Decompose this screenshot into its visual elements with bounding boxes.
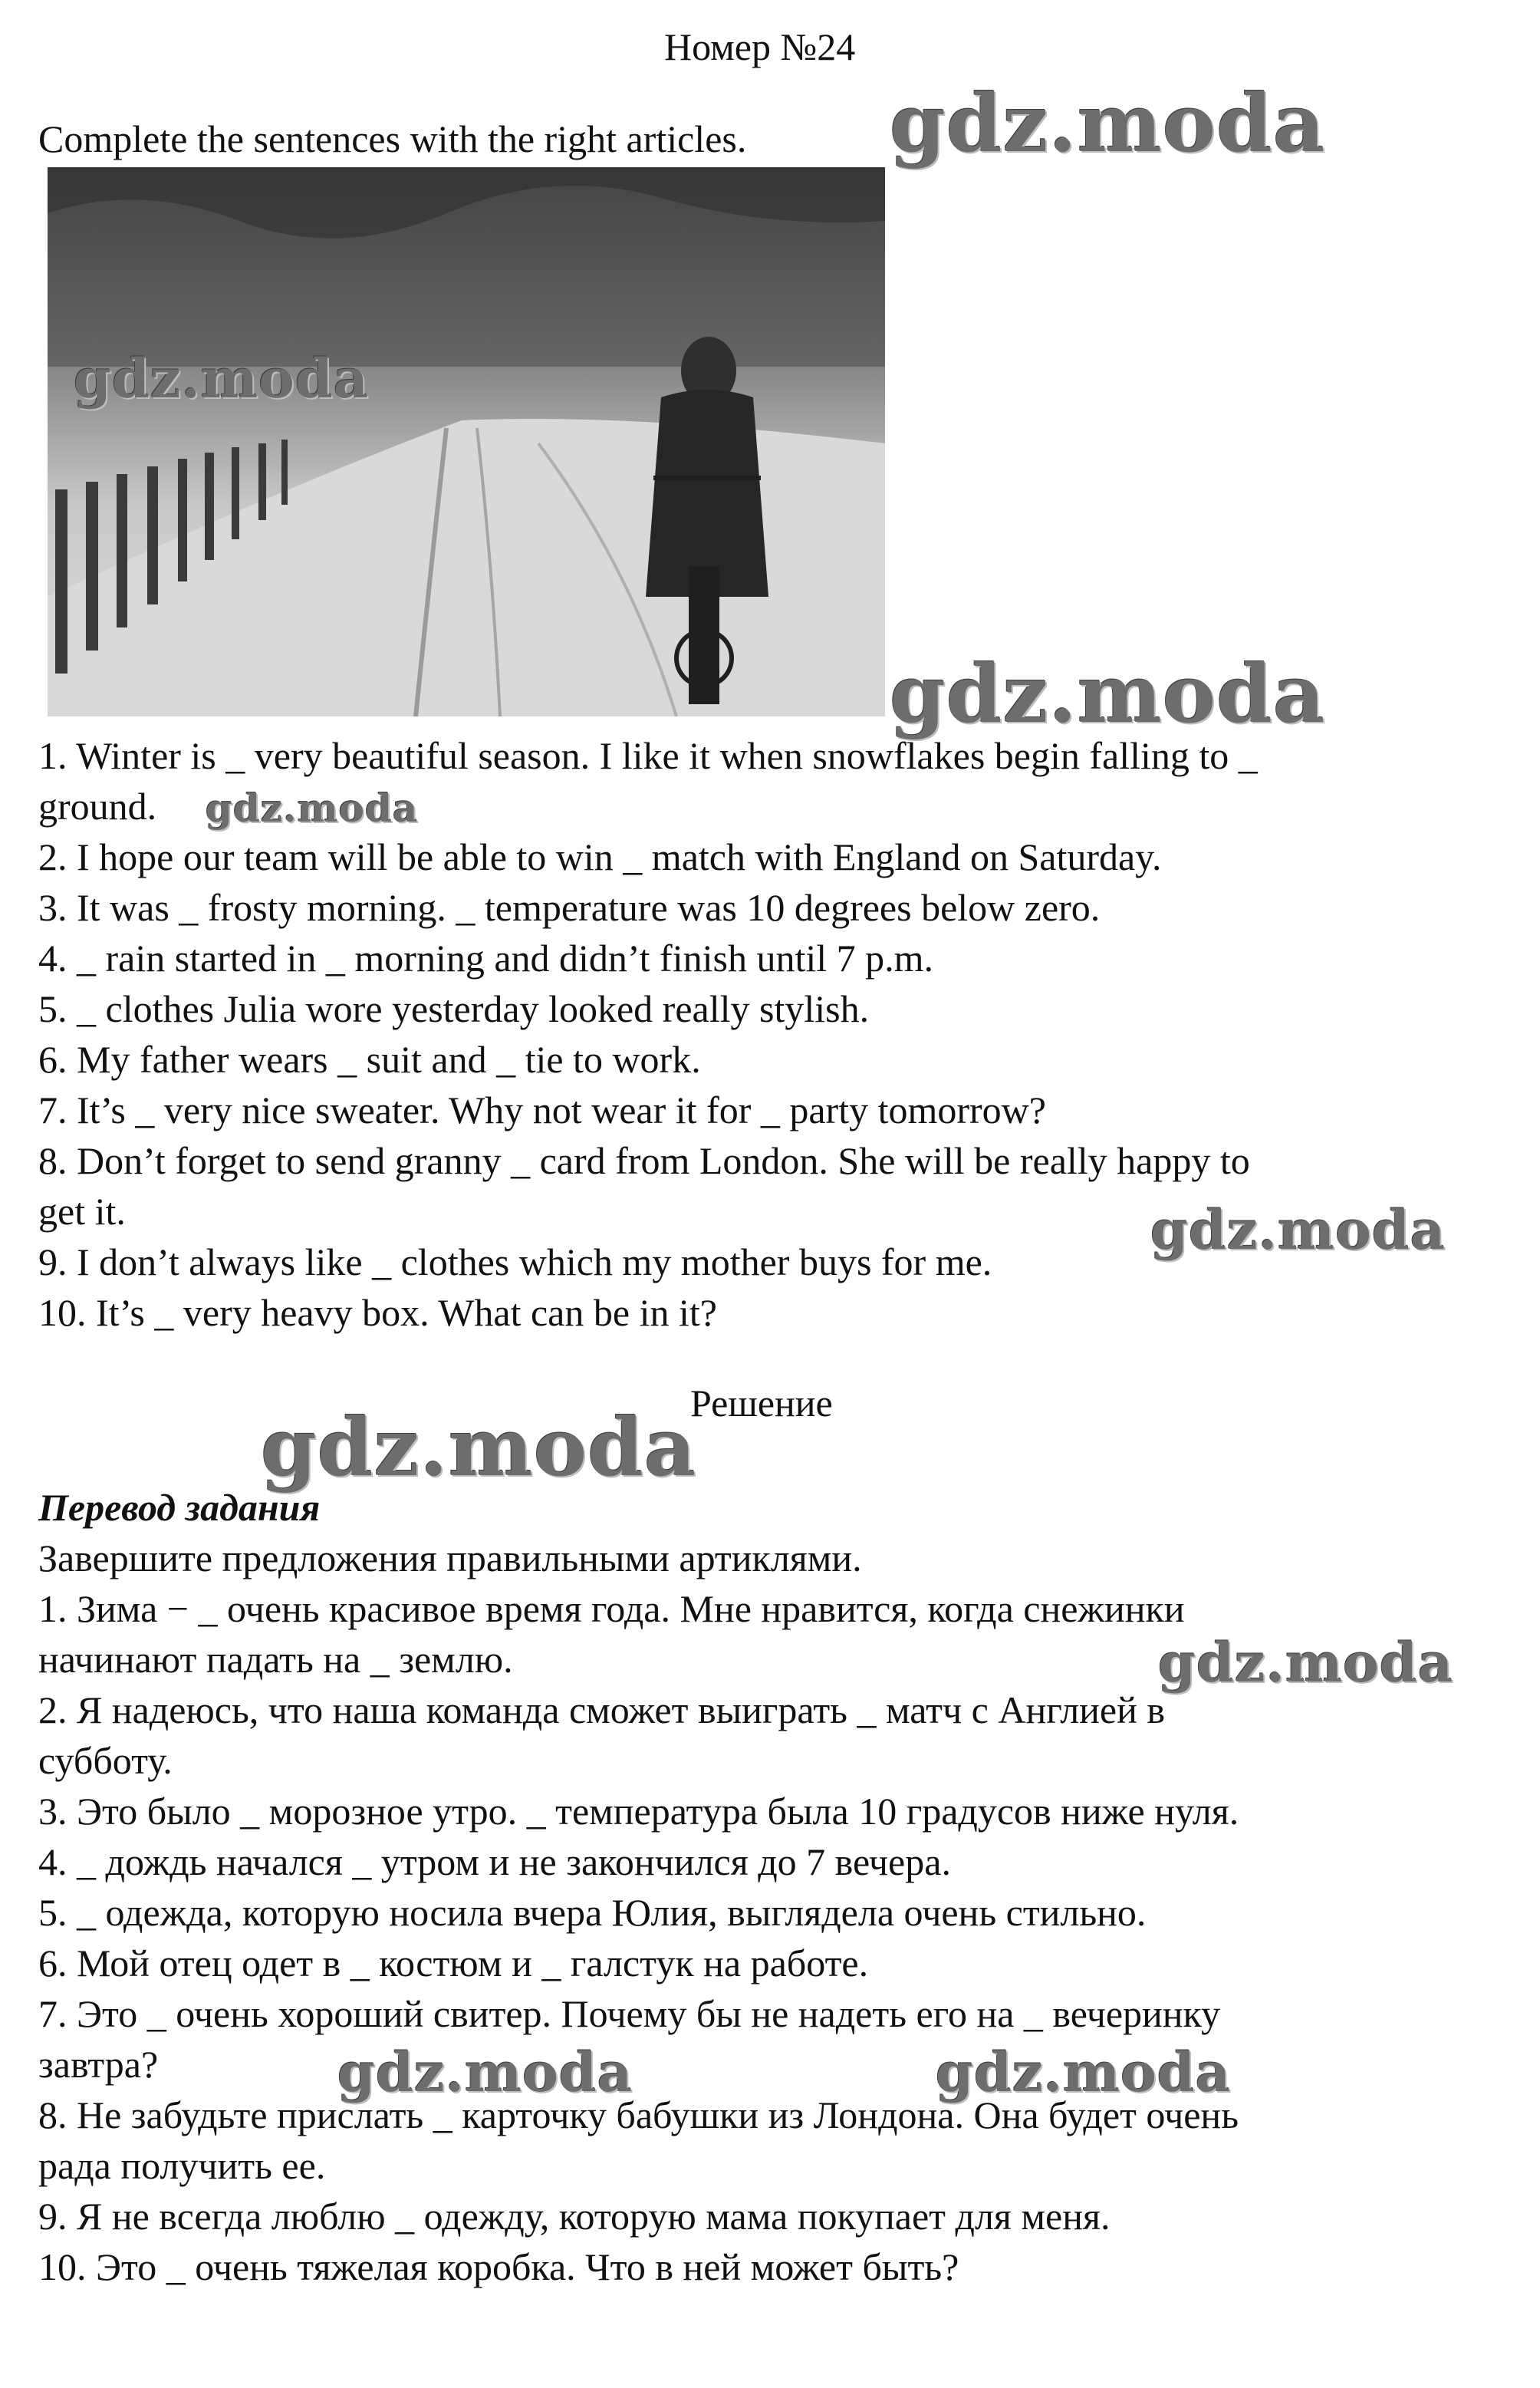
exercise-number: Номер №24 <box>664 25 856 68</box>
translation-line-11: завтра? <box>38 2043 159 2086</box>
translation-line-14: 9. Я не всегда люблю _ одежду, которую мама покупает для меня. <box>38 2195 1111 2238</box>
task-line-10: 10. It’s _ very heavy box. What can be in it? <box>38 1291 717 1334</box>
watermark-logo: gdz.moda <box>74 347 370 410</box>
translation-line-8: 5. _ одежда, которую носила вчера Юлия, выглядела очень стильно. <box>38 1891 1147 1934</box>
translation-line-3: начинают падать на _ землю. <box>38 1638 513 1681</box>
translation-line-13: рада получить ее. <box>38 2144 326 2187</box>
translation-line-5: субботу. <box>38 1739 173 1782</box>
watermark-logo: gdz.moda <box>890 647 1326 741</box>
task-instruction: Complete the sentences with the right articles. <box>38 117 747 160</box>
translation-line-12: 8. Не забудьте прислать _ карточку бабушки из Лондона. Она будет очень <box>38 2093 1239 2136</box>
task-line-6: 6. My father wears _ suit and _ tie to work. <box>38 1038 701 1081</box>
task-line-8-cont: get it. <box>38 1190 126 1233</box>
task-line-7: 7. It’s _ very nice sweater. Why not wear it for _ party tomorrow? <box>38 1089 1046 1131</box>
translation-line-7: 4. _ дождь начался _ утром и не закончился до 7 вечера. <box>38 1840 951 1883</box>
watermark-logo: gdz.moda <box>337 2041 633 2104</box>
watermark-logo: gdz.moda <box>1158 1631 1454 1695</box>
translation-line-15: 10. Это _ очень тяжелая коробка. Что в ней может быть? <box>38 2245 959 2288</box>
task-line-5: 5. _ clothes Julia wore yesterday looked really stylish. <box>38 987 870 1030</box>
task-line-2: 2. I hope our team will be able to win _ match with England on Saturday. <box>38 835 1162 878</box>
solution-heading: Решение <box>690 1382 833 1425</box>
translation-line-6: 3. Это было _ морозное утро. _ температура была 10 градусов ниже нуля. <box>38 1790 1239 1833</box>
task-line-9: 9. I don’t always like _ clothes which my mother buys for me. <box>38 1240 992 1283</box>
translation-title: Перевод задания <box>38 1486 321 1529</box>
task-line-1-cont: ground. <box>38 785 157 828</box>
task-line-1: 1. Winter is _ very beautiful season. I like it when snowflakes begin falling to _ <box>38 734 1258 777</box>
watermark-logo: gdz.moda <box>936 2041 1232 2104</box>
translation-line-9: 6. Мой отец одет в _ костюм и _ галстук на работе. <box>38 1942 869 1985</box>
translation-line-10: 7. Это _ очень хороший свитер. Почему бы не надеть его на _ вечеринку <box>38 1992 1221 2035</box>
task-line-3: 3. It was _ frosty morning. _ temperature was 10 degrees below zero. <box>38 886 1101 929</box>
translation-line-2: 1. Зима − _ очень красивое время года. Мне нравится, когда снежинки <box>38 1587 1185 1630</box>
watermark-logo: gdz.moda <box>206 786 419 831</box>
watermark-logo: gdz.moda <box>1150 1198 1446 1262</box>
translation-line-4: 2. Я надеюсь, что наша команда сможет выиграть _ матч с Англией в <box>38 1688 1165 1731</box>
translation-line-1: Завершите предложения правильными артиклями. <box>38 1537 862 1579</box>
watermark-logo: gdz.moda <box>890 76 1326 170</box>
task-line-4: 4. _ rain started in _ morning and didn’t finish until 7 p.m. <box>38 937 934 980</box>
task-line-8: 8. Don’t forget to send granny _ card from London. She will be really happy to <box>38 1139 1250 1182</box>
watermark-logo: gdz.moda <box>261 1400 697 1494</box>
winter-cyclist-photo <box>48 167 885 716</box>
